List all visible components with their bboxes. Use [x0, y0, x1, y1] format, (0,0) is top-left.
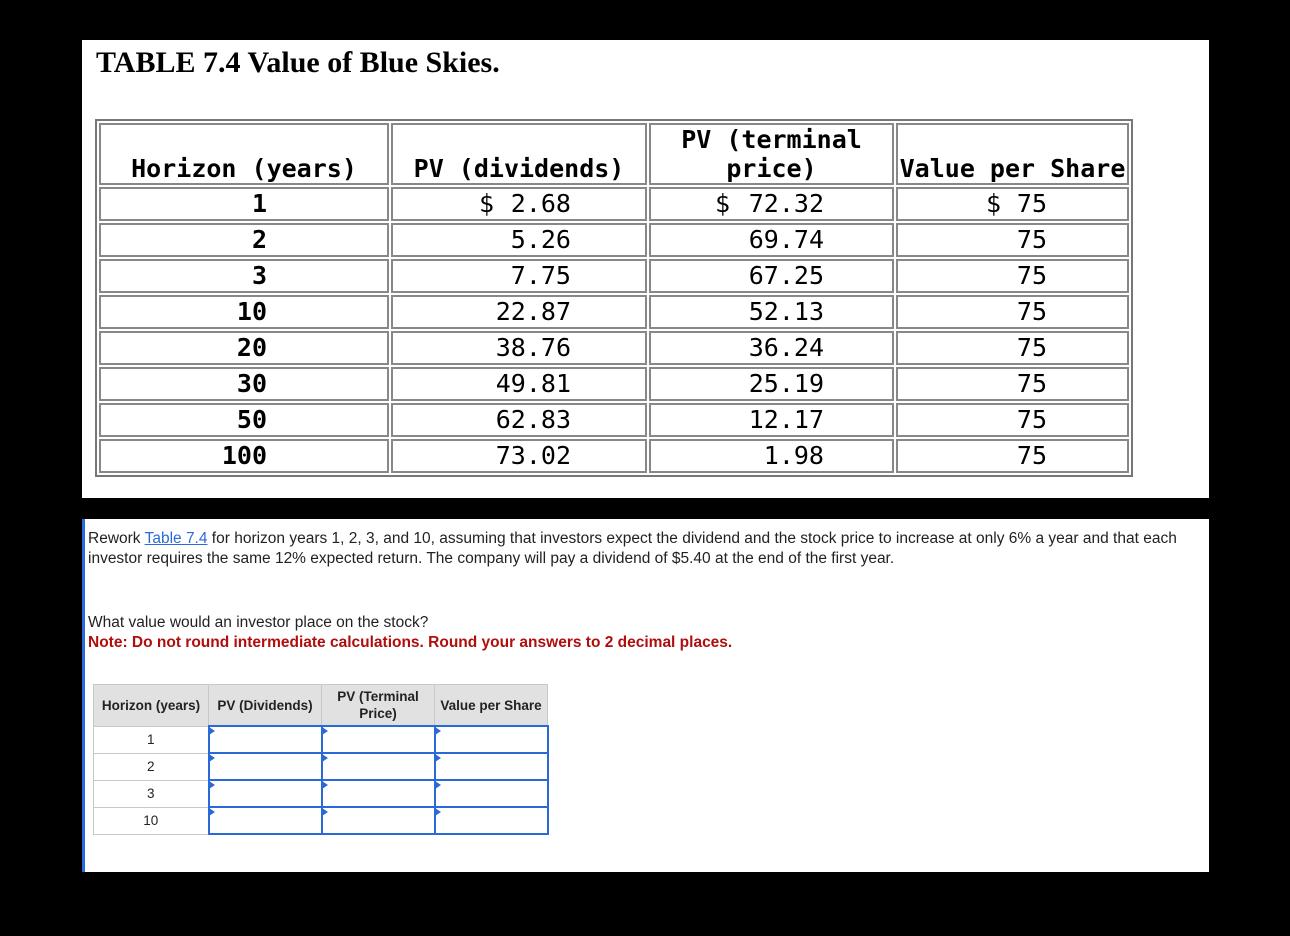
header-value-per-share: Value per Share	[896, 123, 1129, 185]
problem-text-rest: for horizon years 1, 2, 3, and 10, assuming that investors expect the dividend and the stock price to increase at only 6% a year and that each investor requires the same 12% expected return. The company will pay a dividend of $5.40 at the end of the first year.	[88, 530, 1177, 567]
cell-value-per-share-value: 75	[1016, 333, 1047, 362]
pv-dividends-input-cell	[209, 807, 322, 834]
cell-horizon-value: 100	[221, 441, 267, 470]
input-flag-icon	[322, 727, 328, 735]
cell-pv-terminal-price-value: 1.98	[763, 441, 824, 470]
cell-horizon	[99, 187, 389, 221]
table-row	[99, 367, 1129, 401]
answer-horizon-cell: 1	[94, 726, 209, 753]
pv-dividends-input-cell	[209, 780, 322, 807]
cell-pv-terminal-price-value: 67.25	[748, 261, 824, 290]
cell-value-per-share	[896, 367, 1129, 401]
cell-horizon	[99, 439, 389, 473]
table-header-row	[99, 123, 1129, 185]
table-7-4-panel	[82, 40, 1209, 498]
cell-horizon-value: 1	[251, 189, 267, 218]
answer-table	[93, 684, 549, 835]
cell-pv-terminal-price-value: 72.32	[748, 189, 824, 218]
cell-pv-dividends	[391, 331, 647, 365]
input-flag-icon	[435, 781, 441, 789]
answer-header-row	[94, 685, 548, 727]
input-flag-icon	[435, 808, 441, 816]
cell-pv-terminal-price-value: 25.19	[748, 369, 824, 398]
cell-horizon-value: 2	[251, 225, 267, 254]
cell-pv-dividends-value: 49.81	[495, 369, 571, 398]
answer-row	[94, 780, 548, 807]
table-title-text: Value of Blue Skies.	[240, 46, 500, 79]
cell-horizon	[99, 367, 389, 401]
value-per-share-input-cell	[435, 780, 548, 807]
pv-terminal-price-input[interactable]	[323, 809, 434, 832]
pv-terminal-price-input[interactable]	[323, 728, 434, 751]
problem-statement	[88, 529, 1198, 569]
table-body	[99, 187, 1129, 473]
problem-text-start: Rework	[88, 530, 145, 547]
pv-dividends-input-cell	[209, 726, 322, 753]
answer-header-horizon: Horizon (years)	[94, 685, 209, 727]
answer-horizon-cell: 10	[94, 807, 209, 834]
input-flag-icon	[209, 808, 215, 816]
table-title-number: TABLE 7.4	[96, 46, 241, 79]
cell-pv-terminal-price	[649, 295, 894, 329]
cell-value-per-share	[896, 295, 1129, 329]
cell-pv-dividends	[391, 259, 647, 293]
input-flag-icon	[209, 781, 215, 789]
cell-pv-terminal-price-value: 69.74	[748, 225, 824, 254]
cell-pv-dividends-value: 73.02	[495, 441, 571, 470]
cell-horizon-value: 3	[251, 261, 267, 290]
cell-pv-dividends	[391, 403, 647, 437]
cell-value-per-share-value: 75	[1016, 441, 1047, 470]
cell-horizon	[99, 331, 389, 365]
cell-pv-terminal-price	[649, 223, 894, 257]
cell-pv-dividends-value: 38.76	[495, 333, 571, 362]
cell-value-per-share-value: 75	[1016, 189, 1047, 218]
table-title	[96, 46, 500, 80]
currency-symbol: $	[986, 189, 1002, 218]
cell-pv-dividends-value: 7.75	[510, 261, 571, 290]
input-flag-icon	[322, 754, 328, 762]
cell-horizon	[99, 403, 389, 437]
cell-pv-dividends	[391, 439, 647, 473]
cell-pv-terminal-price	[649, 367, 894, 401]
value-per-share-input[interactable]	[436, 755, 547, 778]
cell-pv-dividends-value: 22.87	[495, 297, 571, 326]
cell-value-per-share	[896, 439, 1129, 473]
cell-pv-dividends	[391, 295, 647, 329]
cell-value-per-share	[896, 259, 1129, 293]
input-flag-icon	[435, 727, 441, 735]
question-block	[88, 613, 732, 653]
answer-horizon-cell: 3	[94, 780, 209, 807]
currency-symbol: $	[715, 189, 731, 218]
table-row	[99, 259, 1129, 293]
cell-value-per-share-value: 75	[1016, 225, 1047, 254]
input-flag-icon	[322, 781, 328, 789]
input-flag-icon	[435, 754, 441, 762]
question-panel	[82, 519, 1209, 872]
pv-dividends-input[interactable]	[210, 782, 321, 805]
cell-value-per-share	[896, 187, 1129, 221]
value-per-share-input[interactable]	[436, 809, 547, 832]
cell-pv-terminal-price	[649, 331, 894, 365]
cell-pv-terminal-price-value: 36.24	[748, 333, 824, 362]
table-row	[99, 331, 1129, 365]
header-pv-dividends: PV (dividends)	[391, 123, 647, 185]
cell-value-per-share-value: 75	[1016, 405, 1047, 434]
question-text: What value would an investor place on the stock?	[88, 614, 429, 631]
cell-pv-dividends	[391, 223, 647, 257]
pv-dividends-input-cell	[209, 753, 322, 780]
cell-value-per-share	[896, 331, 1129, 365]
answer-table-body	[94, 726, 548, 834]
pv-dividends-input[interactable]	[210, 809, 321, 832]
answer-row	[94, 753, 548, 780]
cell-value-per-share-value: 75	[1016, 369, 1047, 398]
pv-terminal-price-input-cell	[322, 780, 435, 807]
answer-row	[94, 726, 548, 753]
pv-dividends-input[interactable]	[210, 755, 321, 778]
value-per-share-input[interactable]	[436, 728, 547, 751]
table-row	[99, 187, 1129, 221]
cell-pv-terminal-price-value: 52.13	[748, 297, 824, 326]
cell-pv-dividends-value: 62.83	[495, 405, 571, 434]
cell-horizon	[99, 259, 389, 293]
cell-value-per-share	[896, 223, 1129, 257]
cell-pv-terminal-price	[649, 439, 894, 473]
answer-header-pv-dividends: PV (Dividends)	[209, 685, 322, 727]
answer-row	[94, 807, 548, 834]
cell-horizon-value: 30	[236, 369, 267, 398]
answer-header-value-per-share: Value per Share	[435, 685, 548, 727]
value-of-blue-skies-table	[95, 119, 1133, 477]
cell-value-per-share-value: 75	[1016, 297, 1047, 326]
cell-horizon	[99, 295, 389, 329]
table-row	[99, 295, 1129, 329]
cell-pv-dividends	[391, 367, 647, 401]
pv-terminal-price-input-cell	[322, 726, 435, 753]
input-flag-icon	[322, 808, 328, 816]
cell-horizon	[99, 223, 389, 257]
pv-terminal-price-input[interactable]	[323, 782, 434, 805]
currency-symbol: $	[479, 189, 495, 218]
table-row	[99, 439, 1129, 473]
answer-horizon-cell: 2	[94, 753, 209, 780]
cell-value-per-share-value: 75	[1016, 261, 1047, 290]
cell-horizon-value: 20	[236, 333, 267, 362]
table-row	[99, 223, 1129, 257]
pv-terminal-price-input-cell	[322, 807, 435, 834]
table-7-4-link[interactable]: Table 7.4	[144, 530, 208, 547]
value-per-share-input-cell	[435, 753, 548, 780]
cell-horizon-value: 50	[236, 405, 267, 434]
cell-horizon-value: 10	[236, 297, 267, 326]
header-horizon: Horizon (years)	[99, 123, 389, 185]
cell-pv-terminal-price	[649, 259, 894, 293]
table-row	[99, 403, 1129, 437]
input-flag-icon	[209, 754, 215, 762]
value-per-share-input[interactable]	[436, 782, 547, 805]
cell-value-per-share	[896, 403, 1129, 437]
cell-pv-dividends	[391, 187, 647, 221]
rounding-note: Note: Do not round intermediate calculations. Round your answers to 2 decimal places.	[88, 634, 733, 651]
header-pv-terminal-price: PV (terminal price)	[649, 123, 894, 185]
cell-pv-dividends-value: 5.26	[510, 225, 571, 254]
pv-terminal-price-input[interactable]	[323, 755, 434, 778]
input-flag-icon	[209, 727, 215, 735]
pv-dividends-input[interactable]	[210, 728, 321, 751]
cell-pv-dividends-value: 2.68	[510, 189, 571, 218]
value-per-share-input-cell	[435, 807, 548, 834]
answer-header-pv-terminal-price: PV (Terminal Price)	[322, 685, 435, 727]
cell-pv-terminal-price	[649, 403, 894, 437]
pv-terminal-price-input-cell	[322, 753, 435, 780]
cell-pv-terminal-price-value: 12.17	[748, 405, 824, 434]
value-per-share-input-cell	[435, 726, 548, 753]
cell-pv-terminal-price	[649, 187, 894, 221]
